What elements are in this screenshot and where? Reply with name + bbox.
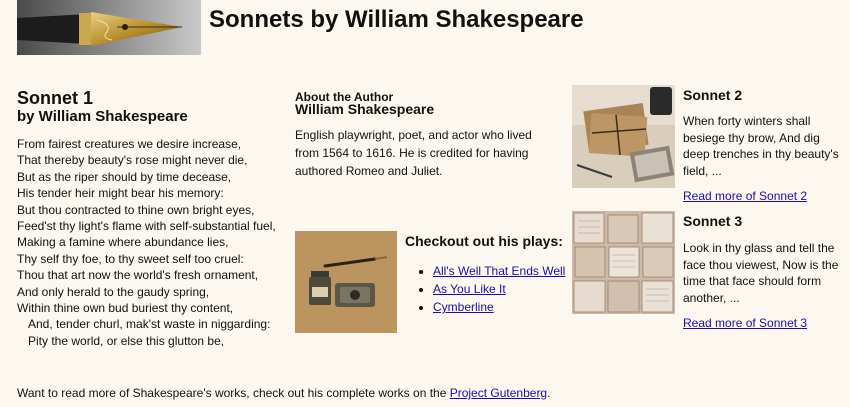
sonnet-line: But as the riper should by time decease,	[17, 169, 232, 184]
sonnet-1-author: by William Shakespeare	[17, 108, 188, 125]
sonnet-line: His tender heir might bear his memory:	[17, 186, 224, 201]
sonnet-line: Pity the world, or else this glutton be,	[28, 333, 225, 348]
sonnet-line: Thou that art now the world's fresh ornament,	[17, 268, 259, 283]
sonnet-3-title: Sonnet 3	[683, 213, 743, 229]
play-link-cymberline[interactable]: Cymberline	[433, 300, 494, 314]
sonnet-line: But thou contracted to thine own bright eyes,	[17, 202, 255, 217]
sonnet-line: And, tender churl, mak'st waste in niggarding:	[28, 317, 271, 332]
footer-text-before: Want to read more of Shakespeare's works, check out his complete works on the	[17, 386, 450, 400]
read-more-sonnet-3-link[interactable]: Read more of Sonnet 3	[683, 316, 808, 330]
sonnet-line: And only herald to the gaudy spring,	[17, 284, 210, 299]
sonnet-line: Thy self thy foe, to thy sweet self too cruel:	[17, 251, 244, 266]
play-link-alls-well[interactable]: All's Well That Ends Well	[433, 264, 566, 278]
sonnet-2-title: Sonnet 2	[683, 87, 743, 103]
plays-heading: Checkout out his plays:	[405, 233, 563, 249]
sonnet-line: Feed'st thy light's flame with self-substantial fuel,	[17, 219, 276, 234]
about-author-name: William Shakespeare	[295, 101, 435, 117]
sonnet-line: Making a famine where abundance lies,	[17, 235, 229, 250]
about-author-label: About the Author	[295, 90, 394, 104]
play-link-as-you-like-it[interactable]: As You Like It	[433, 282, 506, 296]
sonnet-2-excerpt: When forty winters shall besiege thy brow, And dig deep trenches in thy beauty's field, ...	[683, 114, 839, 178]
sonnet-1-body	[17, 136, 276, 349]
footer-text	[17, 386, 550, 400]
about-author-bio: English playwright, poet, and actor who lived from 1564 to 1616. He is credited for having authored Romeo and Juliet.	[295, 128, 532, 178]
old-book-pages-image	[572, 211, 675, 314]
list-item	[433, 280, 565, 298]
letters-bundle-image	[572, 85, 675, 188]
sonnet-1-title: Sonnet 1	[17, 88, 94, 108]
sonnet-line: Within thine own bud buriest thy content,	[17, 301, 234, 316]
plays-list	[415, 262, 565, 316]
sonnet-line: That thereby beauty's rose might never die,	[17, 153, 248, 168]
list-item	[433, 298, 565, 316]
page-title: Sonnets by William Shakespeare	[209, 6, 584, 33]
read-more-sonnet-2-link[interactable]: Read more of Sonnet 2	[683, 189, 808, 203]
footer-text-after: .	[547, 386, 551, 400]
inkwell-image	[295, 231, 397, 333]
fountain-pen-image	[17, 0, 201, 55]
list-item	[433, 262, 565, 280]
sonnet-line: From fairest creatures we desire increase,	[17, 137, 242, 151]
project-gutenberg-link[interactable]: Project Gutenberg	[449, 386, 548, 400]
sonnet-3-excerpt: Look in thy glass and tell the face thou viewest, Now is the time that face should form another, ...	[683, 241, 839, 305]
